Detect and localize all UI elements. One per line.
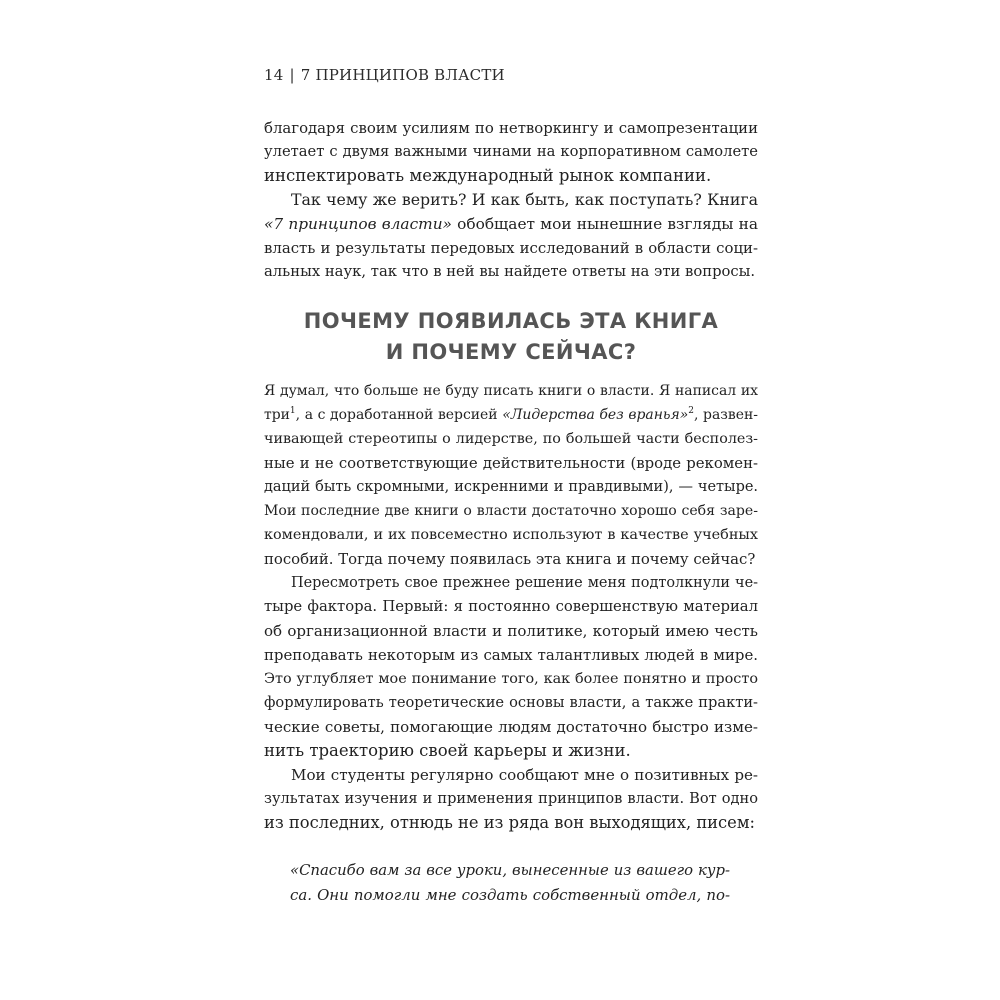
book-title: 7 ПРИНЦИПОВ ВЛАСТИ [300,66,505,84]
page-number: 14 [264,66,284,84]
text-line: тыре фактора. Первый: я постоянно совершенствую материал [264,598,758,615]
text-line: даций быть скромными, искренними и правдивыми), — четыре. [264,479,758,495]
text-line: Это углубляет мое понимание того, как более понятно и просто [264,671,758,687]
text-line: из последних, отнюдь не из ряда вон выходящих, писем: [264,813,755,832]
paragraph-what-to-believe [264,188,758,284]
text-line: благодаря своим усилиям по нетворкингу и самопрезентации [264,119,758,137]
text-line: Мои последние две книги о власти достаточно хорошо себя заре- [264,503,758,519]
text-line: зультатах изучения и применения принципов власти. Вот одно [264,790,758,807]
text-line: пособий. Тогда почему появилась эта книга и почему сейчас? [264,550,756,568]
heading-line-1: ПОЧЕМУ ПОЯВИЛАСЬ ЭТА КНИГА [303,309,719,333]
text-line: альных наук, так что в ней вы найдете ответы на эти вопросы. [264,263,756,280]
student-letter-quote [290,859,730,907]
text-line: ческие советы, помогающие людям достаточно быстро изме- [264,718,758,736]
book-title-italic: «7 принципов власти» [264,215,452,233]
header-separator: | [289,66,295,84]
text-line: Я думал, что больше не буду писать книги о власти. Я написал их [264,383,758,399]
quote-line: «Спасибо вам за все уроки, вынесенные из вашего кур- [290,862,730,879]
text-line: нить траекторию своей карьеры и жизни. [264,741,631,760]
book-title-italic: «Лидерства без вранья» [502,407,689,423]
footnote-ref-1[interactable]: 1 [289,406,296,416]
text-span: три [264,407,290,423]
heading-line-2: И ПОЧЕМУ СЕЙЧАС? [385,340,637,364]
intro-paragraph [264,116,758,188]
text-line: власть и результаты передовых исследований в области соци- [264,239,758,257]
text-span: обобщает мои нынешние взгляды на [451,215,758,233]
paragraph-four-factors [264,571,758,763]
text-line: ные и не соответствующие действительности (вроде рекомен- [264,454,758,472]
footnote-ref-2[interactable]: 2 [688,406,694,416]
text-line: об организационной власти и политике, который имею честь [264,622,758,640]
paragraph-students [264,763,758,835]
quote-line: са. Они помогли мне создать собственный отдел, по- [290,886,730,904]
text-line: инспектировать международный рынок компании. [264,166,712,185]
text-line: Так чему же верить? И как быть, как поступать? Книга [291,190,758,209]
running-head [264,66,505,84]
text-line: формулировать теоретические основы власти, а также практи- [264,694,758,711]
text-line: улетает с двумя важными чинами на корпоративном самолете [264,143,758,160]
section-heading [264,306,758,368]
text-line [264,403,758,427]
text-line: преподавать некоторым из самых талантливых людей в мире. [264,646,758,664]
paragraph-why-this-book [264,379,758,571]
text-line: Пересмотреть свое прежнее решение меня подтолкнули че- [291,575,758,591]
text-line: Мои студенты регулярно сообщают мне о позитивных ре- [291,766,758,784]
text-span: , развен- [694,407,758,423]
text-line: комендовали, и их повсеместно используют в качестве учебных [264,527,758,543]
text-line: чивающей стереотипы о лидерстве, по большей части бесполез- [264,431,758,447]
text-line [264,212,758,236]
text-span: , а с доработанной версией [295,407,503,423]
